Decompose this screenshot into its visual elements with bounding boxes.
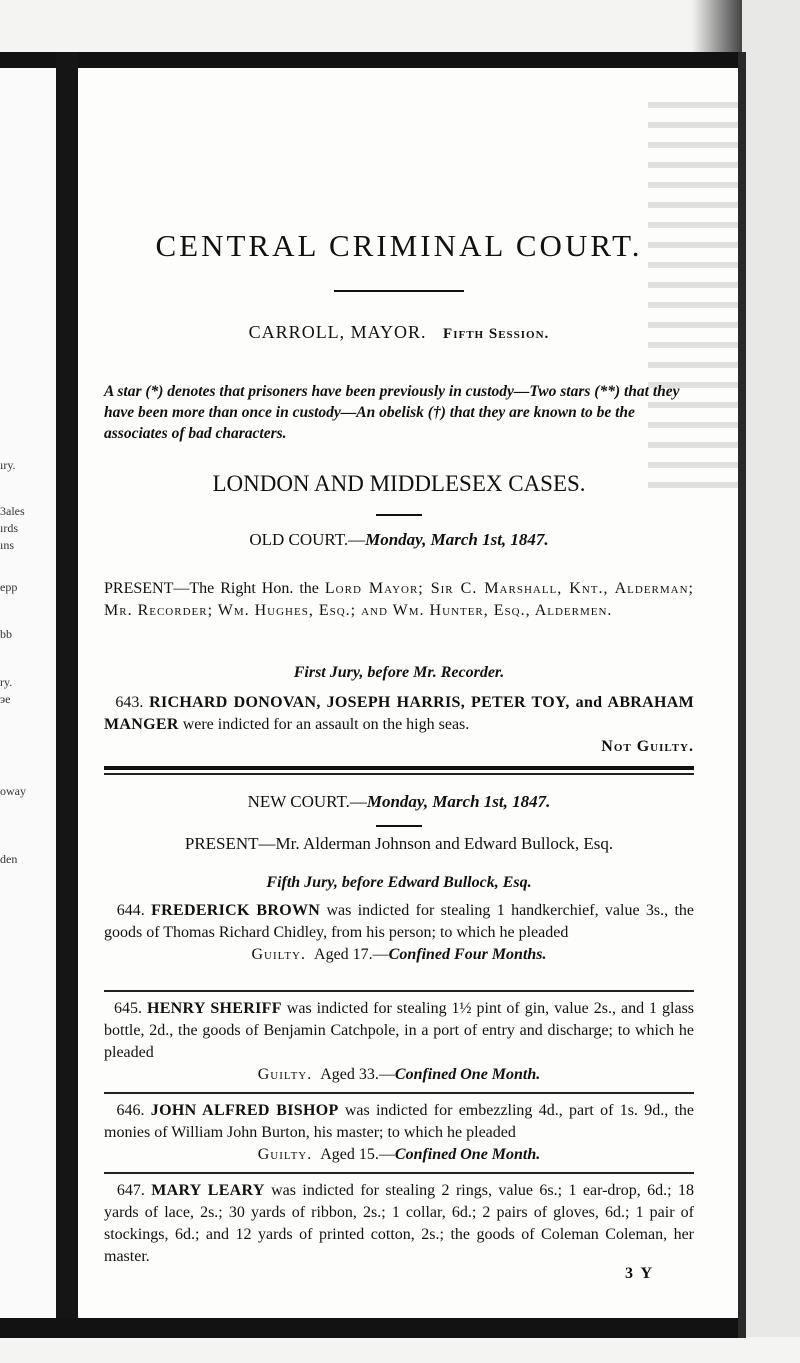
defendant-name: HENRY SHERIFF: [146, 1000, 282, 1017]
new-court-heading: [104, 792, 694, 812]
sentence: Confined Four Months.: [388, 946, 547, 963]
left-fragment: bb: [0, 627, 12, 641]
case-number: 643.: [115, 694, 144, 711]
old-court-present: [104, 578, 694, 622]
binding-spine: [56, 52, 78, 1337]
document-page: [78, 68, 738, 1318]
case-644: [104, 900, 694, 966]
session-mayor: CARROLL, MAYOR.: [248, 322, 427, 342]
binding-top: [0, 52, 744, 68]
case-number: 646.: [116, 1102, 145, 1119]
session-line: [104, 322, 694, 343]
session-name: Fifth Session.: [443, 326, 550, 342]
verdict: Guilty.: [257, 1146, 313, 1163]
scan-shadow: [692, 0, 742, 60]
old-court-heading: [104, 530, 694, 550]
scan-background-bottom: [0, 1337, 800, 1363]
left-fragment: эe: [0, 692, 11, 706]
age: Aged 33.—: [320, 1066, 395, 1083]
scan-background-right: [742, 0, 800, 1363]
case-number: 644.: [116, 902, 145, 919]
verdict: Guilty.: [251, 946, 307, 963]
sentence: Confined One Month.: [394, 1146, 541, 1163]
case-643: [104, 692, 694, 758]
age: Aged 15.—: [320, 1146, 395, 1163]
old-court-jury: First Jury, before Mr. Recorder.: [293, 664, 505, 681]
case-number: 645.: [113, 1000, 142, 1017]
left-fragment: ıns: [0, 538, 15, 552]
defendant-name: FREDERICK BROWN: [151, 902, 321, 919]
left-page-edge: [0, 60, 58, 1337]
custody-note: A star (*) denotes that prisoners have been previously in custody—Two stars (**) that they have been more than once in custody—An obelisk (†) that they are known to be the associates of bad characters.: [104, 383, 680, 442]
new-court-present: PRESENT—Mr. Alderman Johnson and Edward Bullock, Esq.: [184, 834, 614, 853]
case-divider: [104, 990, 694, 992]
new-court-label: NEW COURT.—: [247, 792, 367, 811]
page-title: CENTRAL CRIMINAL COURT.: [155, 228, 643, 263]
signature-mark: 3 Y: [625, 1265, 654, 1282]
new-court-date: Monday, March 1st, 1847.: [366, 792, 551, 811]
case-divider: [104, 1172, 694, 1174]
sentence: Confined One Month.: [394, 1066, 541, 1083]
old-court-label: OLD COURT.—: [249, 530, 366, 549]
title-rule: [104, 290, 694, 292]
court-divider: [104, 766, 694, 775]
case-646: [104, 1100, 694, 1166]
scan-background-top: [0, 0, 800, 60]
verdict: Not Guilty.: [601, 738, 694, 755]
left-fragment: oway: [0, 784, 26, 798]
charge-text: was indicted for stealing 1½ pint of gin, value 2s., and 1 glass bottle, 2d., the goods of Benjamin Catchpole, in a port of entry and discharge; to which he pleaded: [104, 1000, 695, 1061]
verdict: Guilty.: [257, 1066, 313, 1083]
new-court-rule: [104, 825, 694, 827]
left-fragment: ırds: [0, 521, 18, 535]
case-number: 647.: [116, 1182, 145, 1199]
binding-bottom: [0, 1318, 744, 1338]
defendant-name: JOHN ALFRED BISHOP: [150, 1102, 339, 1119]
binding-edge: [738, 52, 746, 1338]
present-label: PRESENT—The Right Hon. the: [104, 580, 325, 597]
defendant-names: RICHARD DONOVAN, JOSEPH HARRIS, PETER TOY, and ABRAHAM MANGER: [104, 694, 694, 733]
left-fragment: ерр: [0, 580, 18, 594]
case-647: [104, 1180, 694, 1268]
new-court-jury: Fifth Jury, before Edward Bullock, Esq.: [266, 874, 532, 891]
charge-text: were indicted for an assault on the high seas.: [178, 716, 470, 733]
age: Aged 17.—: [314, 946, 389, 963]
section-heading: LONDON AND MIDDLESEX CASES.: [212, 471, 586, 496]
left-fragment: ıry.: [0, 458, 16, 472]
charge-text: was indicted for stealing 1 handkerchief, value 3s., the goods of Thomas Richard Chidley, from his person; to which he pleaded: [104, 902, 695, 941]
case-645: [104, 998, 694, 1086]
left-fragment: 3ales: [0, 504, 25, 518]
charge-text: was indicted for stealing 2 rings, value 6s.; 1 ear-drop, 6d.; 18 yards of lace, 2s.; 30 yards of ribbon, 2s.; 1 collar, 6d.; 2 pairs of gloves, 6d.; 1 pair of stockings, 6d.; and 12 yards of printed cotton, 2s.; the goods of Coleman Coleman, her master.: [104, 1182, 695, 1265]
charge-text: was indicted for embezzling 4d., part of 1s. 9d., the monies of William John Burton, his master; to which he pleaded: [104, 1102, 694, 1141]
defendant-name: MARY LEARY: [151, 1182, 265, 1199]
old-court-date: Monday, March 1st, 1847.: [365, 530, 549, 549]
case-divider: [104, 1092, 694, 1094]
left-fragment: den: [0, 852, 18, 866]
left-fragment: ry.: [0, 675, 13, 689]
section-rule: [104, 514, 694, 516]
present-names: Lord Mayor; Sir C. Marshall, Knt., Alderman; Mr. Recorder; Wm. Hughes, Esq.; and Wm. Hunter, Esq., Aldermen.: [104, 580, 694, 619]
